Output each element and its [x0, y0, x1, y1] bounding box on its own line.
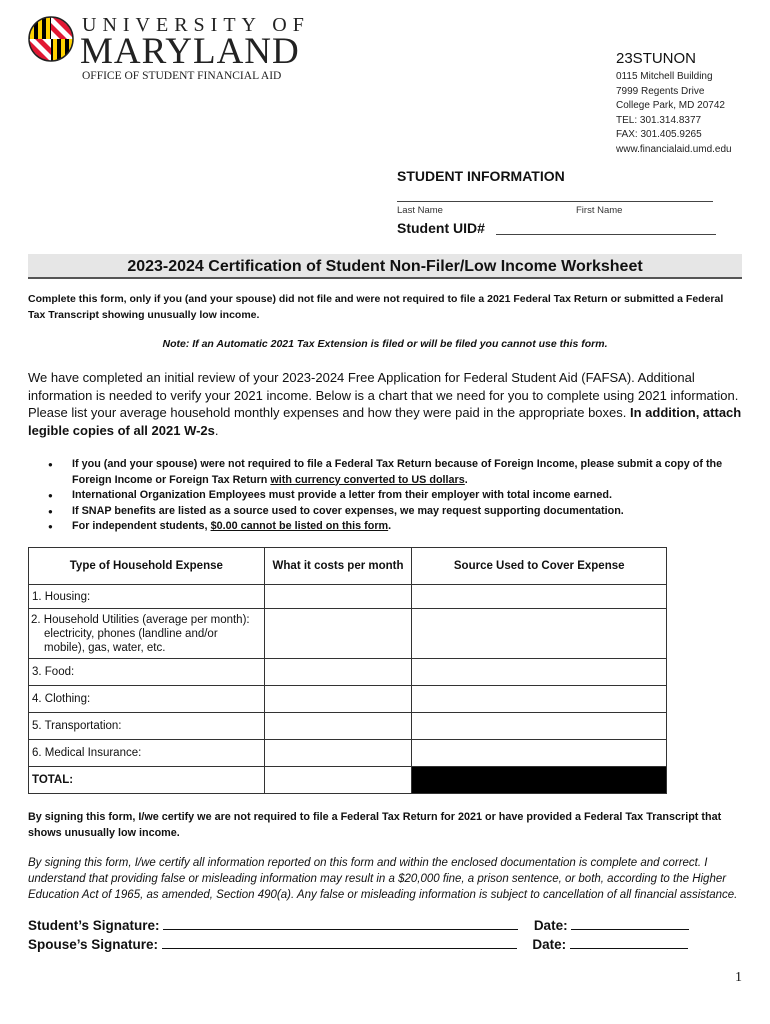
university-name-line1: UNIVERSITY OF: [82, 14, 310, 36]
expense-label: 3. Food:: [29, 659, 265, 686]
student-uid-field[interactable]: [496, 234, 716, 235]
address-line: College Park, MD 20742: [616, 100, 725, 111]
spouse-date-label: Date:: [532, 937, 567, 952]
expense-label: 5. Transportation:: [29, 713, 265, 740]
total-row: [29, 767, 667, 794]
column-header-source: Source Used to Cover Expense: [412, 548, 667, 585]
office-address: [616, 70, 732, 157]
source-cell[interactable]: [412, 740, 667, 767]
legal-statement: By signing this form, I/we certify all information reported on this form and within the enclosed documentation is complete and correct. I understand that providing false or misleading information may result in a $20,000 fine, a prison sentence, or both, according to the Higher Education Act of 1965, as amended, Section 490(a). Any false or misleading information is subject to cancellation of all financial assistance.: [28, 857, 738, 901]
spouse-date-field[interactable]: [570, 937, 688, 949]
student-signature-row: [28, 918, 689, 933]
student-date-field[interactable]: [571, 918, 689, 930]
university-name-line2: MARYLAND: [80, 31, 300, 72]
expense-label: 6. Medical Insurance:: [29, 740, 265, 767]
office-name: OFFICE OF STUDENT FINANCIAL AID: [82, 70, 282, 82]
bullet-end: .: [388, 520, 392, 532]
table-row: [29, 713, 667, 740]
cost-cell[interactable]: [264, 585, 412, 609]
list-item: [48, 519, 738, 535]
cost-cell[interactable]: [264, 740, 412, 767]
table-row: [29, 659, 667, 686]
total-cost-cell[interactable]: [264, 767, 412, 794]
address-website: www.financialaid.umd.edu: [616, 143, 732, 155]
source-cell[interactable]: [412, 659, 667, 686]
expense-label: 4. Clothing:: [29, 686, 265, 713]
source-cell[interactable]: [412, 713, 667, 740]
student-info-heading: STUDENT INFORMATION: [397, 168, 565, 184]
expense-label: 1. Housing:: [29, 585, 265, 609]
main-paragraph: [28, 369, 744, 439]
table-header-row: [29, 548, 667, 585]
household-expense-table: [28, 547, 667, 794]
address-line: 0115 Mitchell Building: [616, 71, 713, 82]
cost-cell[interactable]: [264, 659, 412, 686]
student-uid-label: Student UID#: [397, 220, 485, 236]
main-paragraph-end: .: [214, 422, 219, 438]
bullet-text: For independent students,: [72, 520, 211, 532]
bullet-underlined-text: with currency converted to US dollars: [270, 473, 465, 486]
requirements-list: [48, 457, 738, 535]
name-entry-line[interactable]: [397, 201, 713, 202]
cost-cell[interactable]: [264, 609, 412, 659]
page-number: 1: [735, 970, 742, 985]
student-date-label: Date:: [533, 918, 568, 933]
last-name-label: Last Name: [397, 205, 443, 216]
list-item: ● International Organization Employees must provide a letter from their employer with total income earned.: [48, 488, 738, 504]
source-cell[interactable]: [412, 585, 667, 609]
address-phone: TEL: 301.314.8377: [616, 114, 702, 126]
list-item: [48, 457, 738, 488]
address-line: 7999 Regents Drive: [616, 85, 705, 97]
bullet-end: .: [464, 473, 468, 486]
student-signature-label: Student’s Signature:: [28, 918, 160, 933]
spouse-signature-label: Spouse’s Signature:: [28, 937, 159, 952]
list-item: ● If SNAP benefits are listed as a source used to cover expenses, we may request supporting documentation.: [48, 504, 738, 520]
total-label: TOTAL:: [29, 767, 265, 794]
table-row: [29, 609, 667, 659]
bullet-text: If you (and your spouse) were not required to file a Federal Tax Return because of Foreign Income, please submit a copy of the Foreign Income or Foreign Tax Return: [72, 458, 723, 486]
address-fax: FAX: 301.405.9265: [616, 129, 702, 140]
bullet-underlined-text: $0.00 cannot be listed on this form: [210, 520, 389, 532]
blacked-out-cell: [412, 767, 667, 794]
expense-label: 2. Household Utilities (average per month): electricity, phones (landline and/or mobile), gas, water, etc.: [29, 609, 265, 659]
main-paragraph-bold: In addition, attach legible copies of all 2021 W-2s: [28, 405, 742, 438]
umd-seal-logo: [28, 16, 74, 62]
column-header-expense-type: Type of Household Expense: [29, 548, 265, 585]
first-name-label: First Name: [576, 205, 623, 216]
column-header-monthly-cost: What it costs per month: [264, 548, 412, 585]
source-cell[interactable]: [412, 609, 667, 659]
student-signature-field[interactable]: [163, 918, 518, 930]
main-paragraph-text: We have completed an initial review of your 2023-2024 Free Application for Federal Student Aid (FAFSA). Additional information is needed to verify your 2021 income. Below is a chart that we need for you to complete using 2021 information. Please list your average household monthly expenses and how they were paid in the appropriate boxes.: [28, 370, 739, 420]
certification-statement: By signing this form, I/we certify we are not required to file a Federal Tax Return for 2021 or have provided a Federal Tax Transcript that shows unusually low income.: [28, 811, 722, 839]
spouse-signature-row: [28, 937, 688, 952]
table-row: [29, 585, 667, 609]
cost-cell[interactable]: [264, 686, 412, 713]
source-cell[interactable]: [412, 686, 667, 713]
table-row: [29, 740, 667, 767]
extension-note: Note: If an Automatic 2021 Tax Extension is filed or will be filed you cannot use this form.: [162, 338, 608, 350]
table-row: [29, 686, 667, 713]
form-code: 23STUNON: [616, 50, 697, 67]
cost-cell[interactable]: [264, 713, 412, 740]
intro-paragraph: Complete this form, only if you (and your spouse) did not file and were not required to file a 2021 Federal Tax Return or submitted a Federal Tax Transcript showing unusually low income.: [28, 293, 724, 321]
spouse-signature-field[interactable]: [162, 937, 517, 949]
worksheet-title: 2023-2024 Certification of Student Non-Filer/Low Income Worksheet: [28, 254, 742, 279]
